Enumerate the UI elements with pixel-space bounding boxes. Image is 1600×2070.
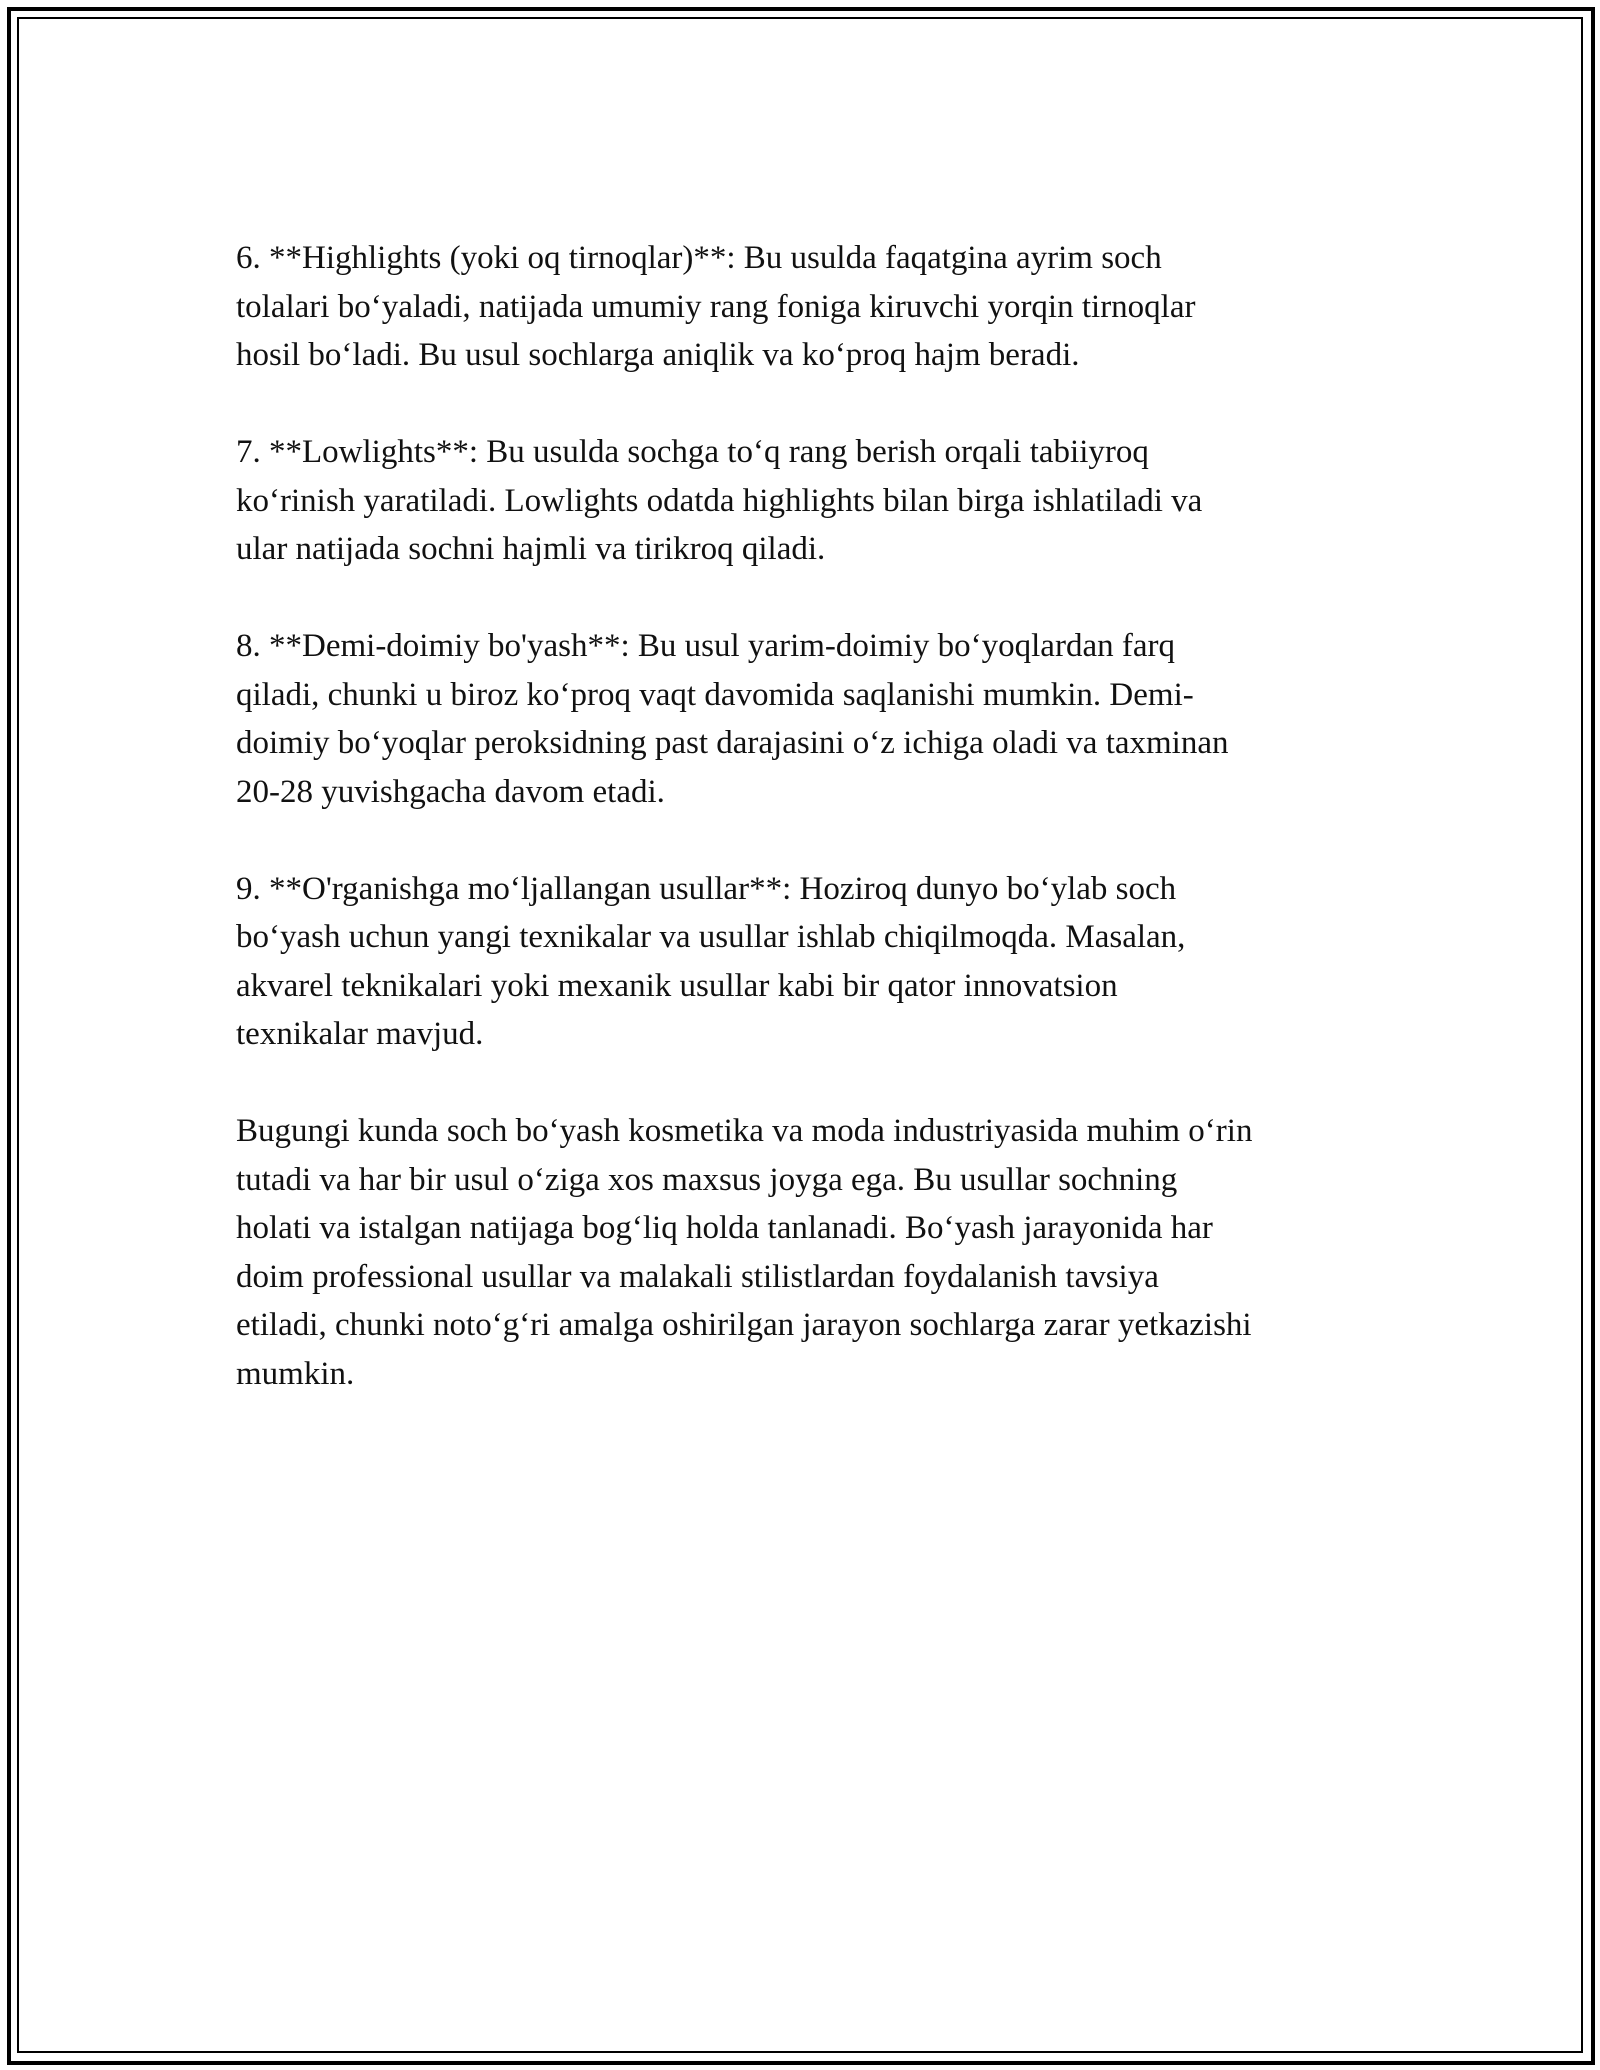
text-line: bo‘yash uchun yangi texnikalar va usullar ishlab chiqilmoqda. Masalan,: [236, 919, 1186, 955]
text-line: mumkin.: [236, 1355, 355, 1392]
text-line: akvarel teknikalari yoki mexanik usullar kabi bir qator innovatsion: [236, 967, 1118, 1004]
text-line: 9. **O'rganishga mo‘ljallangan usullar**: Hoziroq dunyo bo‘ylab soch: [236, 870, 1177, 907]
text-line: holati va istalgan natijaga bog‘liq holda tanlanadi. Bo‘yash jarayonida har: [236, 1210, 1213, 1246]
paragraph-lowlights: [236, 428, 1376, 574]
text-line: 8. **Demi-doimiy bo'yash**: Bu usul yarim-doimiy bo‘yoqlardan farq: [236, 628, 1175, 664]
text-line: ko‘rinish yaratiladi. Lowlights odatda highlights bilan birga ishlatiladi va: [236, 482, 1203, 519]
text-line: Bugungi kunda soch bo‘yash kosmetika va moda industriyasida muhim o‘rin: [236, 1113, 1253, 1149]
paragraph-demi-permanent: [236, 622, 1376, 816]
text-line: hosil bo‘ladi. Bu usul sochlarga aniqlik va ko‘proq hajm beradi.: [236, 337, 1080, 373]
paragraph-highlights: [236, 234, 1376, 380]
text-line: 20-28 yuvishgacha davom etadi.: [236, 773, 665, 810]
text-line: 6. **Highlights (yoki oq tirnoqlar)**: Bu usulda faqatgina ayrim soch: [236, 240, 1162, 276]
text-line: doimiy bo‘yoqlar peroksidning past darajasini o‘z ichiga oladi va taxminan: [236, 725, 1229, 761]
text-line: qiladi, chunki u biroz ko‘proq vaqt davomida saqlanishi mumkin. Demi-: [236, 676, 1194, 713]
text-line: doim professional usullar va malakali stilistlardan foydalanish tavsiya: [236, 1258, 1159, 1295]
paragraph-learning-methods: [236, 865, 1376, 1059]
document-body: [236, 234, 1376, 1447]
text-line: 7. **Lowlights**: Bu usulda sochga to‘q rang berish orqali tabiiyroq: [236, 434, 1149, 470]
text-line: etiladi, chunki noto‘g‘ri amalga oshirilgan jarayon sochlarga zarar yetkazishi: [236, 1307, 1252, 1343]
text-line: tolalari bo‘yaladi, natijada umumiy rang foniga kiruvchi yorqin tirnoqlar: [236, 288, 1196, 325]
text-line: tutadi va har bir usul o‘ziga xos maxsus joyga ega. Bu usullar sochning: [236, 1161, 1178, 1198]
paragraph-conclusion: [236, 1107, 1376, 1398]
text-line: texnikalar mavjud.: [236, 1016, 484, 1052]
text-line: ular natijada sochni hajmli va tirikroq qiladi.: [236, 531, 826, 567]
